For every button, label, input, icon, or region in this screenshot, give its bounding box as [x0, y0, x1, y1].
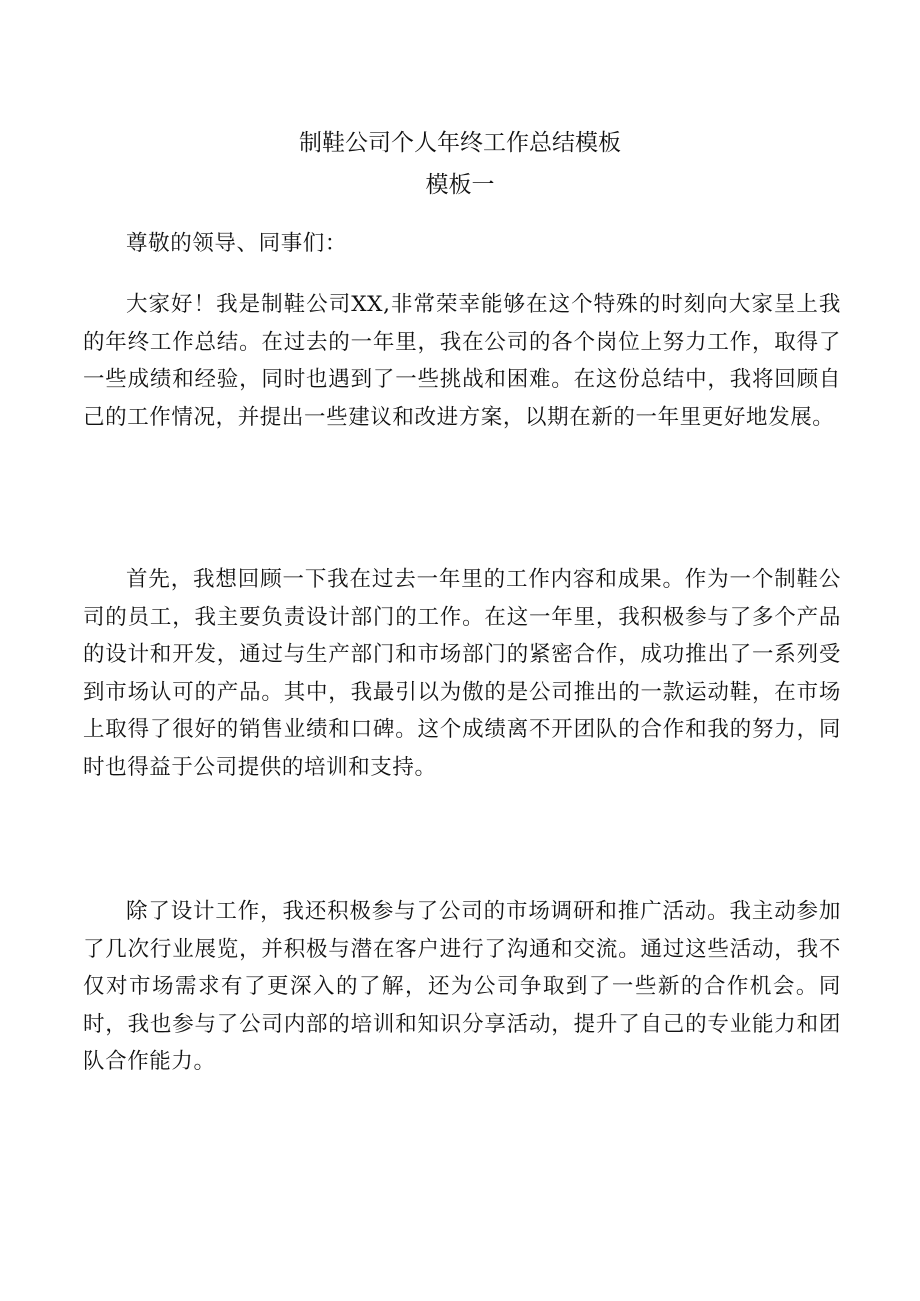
paragraph-work-review: 首先，我想回顾一下我在过去一年里的工作内容和成果。作为一个制鞋公司的员工，我主要负责设计部门的工作。在这一年里，我积极参与了多个产品的设计和开发，通过与生产部门和市场部门的紧密合作，成功推出了一系列受到市场认可的产品。其中，我最引以为傲的是公司推出的一款运动鞋，在市场上取得了很好的销售业绩和口碑。这个成绩离不开团队的合作和我的努力，同时也得益于公司提供的培训和支持。 — [83, 567, 841, 780]
salutation: 尊敬的领导、同事们： — [126, 231, 348, 256]
document-subtitle: 模板一 — [425, 172, 495, 198]
document-title: 制鞋公司个人年终工作总结模板 — [299, 130, 621, 156]
paragraph-market-activities: 除了设计工作，我还积极参与了公司的市场调研和推广活动。我主动参加了几次行业展览，并积极与潜在客户进行了沟通和交流。通过这些活动，我不仅对市场需求有了更深入的了解，还为公司争取到了一些新的合作机会。同时，我也参与了公司内部的培训和知识分享活动，提升了自己的专业能力和团队合作能力。 — [83, 899, 841, 1074]
paragraph-introduction: 大家好！我是制鞋公司XX,非常荣幸能够在这个特殊的时刻向大家呈上我的年终工作总结。在过去的一年里，我在公司的各个岗位上努力工作，取得了一些成绩和经验，同时也遇到了一些挑战和困难。在这份总结中，我将回顾自己的工作情况，并提出一些建议和改进方案，以期在新的一年里更好地发展。 — [83, 292, 841, 430]
